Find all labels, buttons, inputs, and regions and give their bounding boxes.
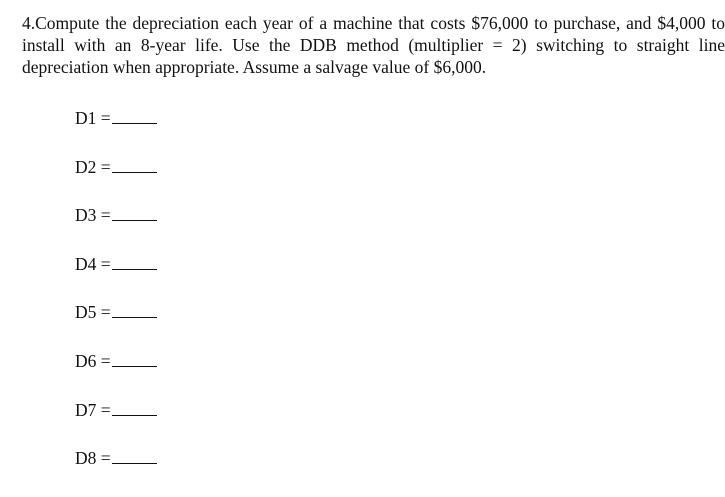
answer-blank[interactable] [112, 400, 157, 416]
answer-blank[interactable] [112, 302, 157, 318]
answer-row-d7 [75, 400, 275, 449]
answer-row-d1 [75, 108, 275, 157]
answer-label: D6 = [75, 350, 111, 371]
answer-label: D5 = [75, 302, 111, 323]
answer-row-d3 [75, 205, 275, 254]
answer-blank[interactable] [112, 351, 157, 367]
answer-row-d8 [75, 448, 275, 497]
answer-label: D4 = [75, 253, 111, 274]
answer-label: D2 = [75, 156, 111, 177]
answer-row-d6 [75, 351, 275, 400]
answer-row-d2 [75, 157, 275, 206]
answer-label: D8 = [75, 448, 111, 469]
answer-blank[interactable] [112, 448, 157, 464]
answer-blank[interactable] [112, 254, 157, 270]
answer-blank[interactable] [112, 157, 157, 173]
answer-list [75, 108, 275, 497]
answer-blank[interactable] [112, 108, 157, 124]
problem-statement: 4.Compute the depreciation each year of a machine that costs $76,000 to purchase, and $4,000 to install with an 8-year life. Use the DDB method (multiplier = 2) switching to straight line depreciation when appropriate. Assume a salvage value of $6,000. [22, 13, 725, 77]
answer-row-d4 [75, 254, 275, 303]
answer-row-d5 [75, 302, 275, 351]
answer-label: D1 = [75, 108, 111, 128]
answer-label: D3 = [75, 205, 111, 226]
answer-blank[interactable] [112, 205, 157, 221]
answer-label: D7 = [75, 399, 111, 420]
